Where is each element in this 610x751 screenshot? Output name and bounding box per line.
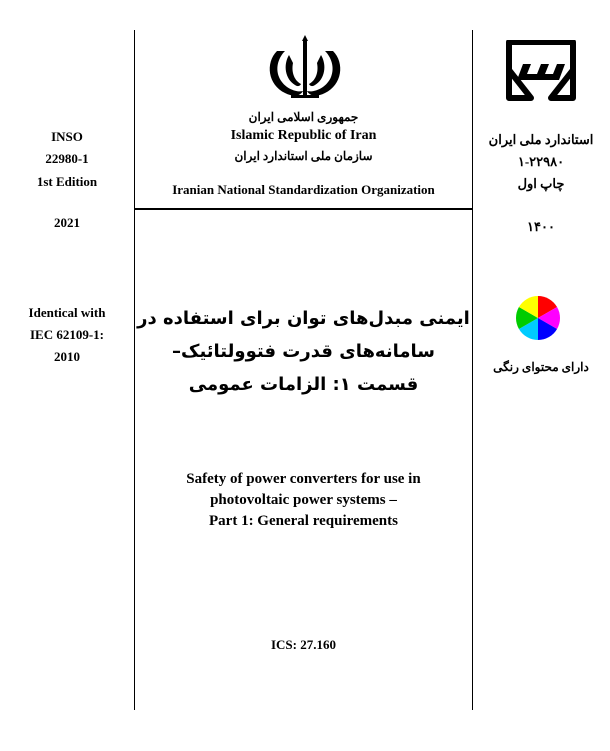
title-en-line-3: Part 1: General requirements	[209, 513, 398, 529]
republic-en: Islamic Republic of Iran	[230, 128, 377, 143]
iso-standard-logo-icon	[503, 40, 579, 102]
organization-en: Iranian National Standardization Organization	[172, 182, 435, 197]
iran-emblem-icon	[265, 33, 345, 103]
edition-label: 1st Edition	[36, 174, 98, 189]
title-en-line-2: photovoltaic power systems –	[210, 492, 397, 508]
organization-fa: سازمان ملی استاندارد ایران	[234, 149, 373, 163]
header-divider	[134, 208, 473, 210]
title-en-line-1: Safety of power converters for use in	[186, 471, 421, 487]
identical-line-1: Identical with	[28, 305, 106, 320]
standard-number: 22980-1	[45, 151, 89, 166]
identical-line-3: 2010	[54, 349, 80, 364]
title-fa-line-3: قسمت ۱: الزامات عمومی	[188, 374, 419, 395]
color-wheel-icon	[515, 295, 561, 341]
standard-number-fa: ۱-۲۲۹۸۰	[517, 154, 565, 169]
title-fa	[134, 302, 473, 401]
year-fa: ۱۴۰۰	[527, 219, 555, 234]
edition-fa: چاپ اول	[517, 176, 565, 191]
identical-line-2: IEC 62109-1:	[29, 327, 105, 342]
color-content-label-fa: دارای محتوای رنگی	[493, 360, 589, 374]
title-fa-line-2: سامانه‌های قدرت فتوولتائیک–	[172, 341, 435, 362]
right-column	[472, 130, 610, 237]
title-fa-line-1: ایمنی مبدل‌های توان برای استفاده در	[137, 308, 470, 329]
title-en	[134, 469, 473, 532]
inso-label: INSO	[51, 129, 83, 144]
republic-fa: جمهوری اسلامی ایران	[248, 110, 359, 124]
year-label: 2021	[54, 215, 80, 230]
national-standard-label-fa: استاندارد ملی ایران	[488, 132, 594, 147]
ics-code: ICS: 27.160	[270, 637, 336, 652]
left-column	[0, 127, 134, 367]
